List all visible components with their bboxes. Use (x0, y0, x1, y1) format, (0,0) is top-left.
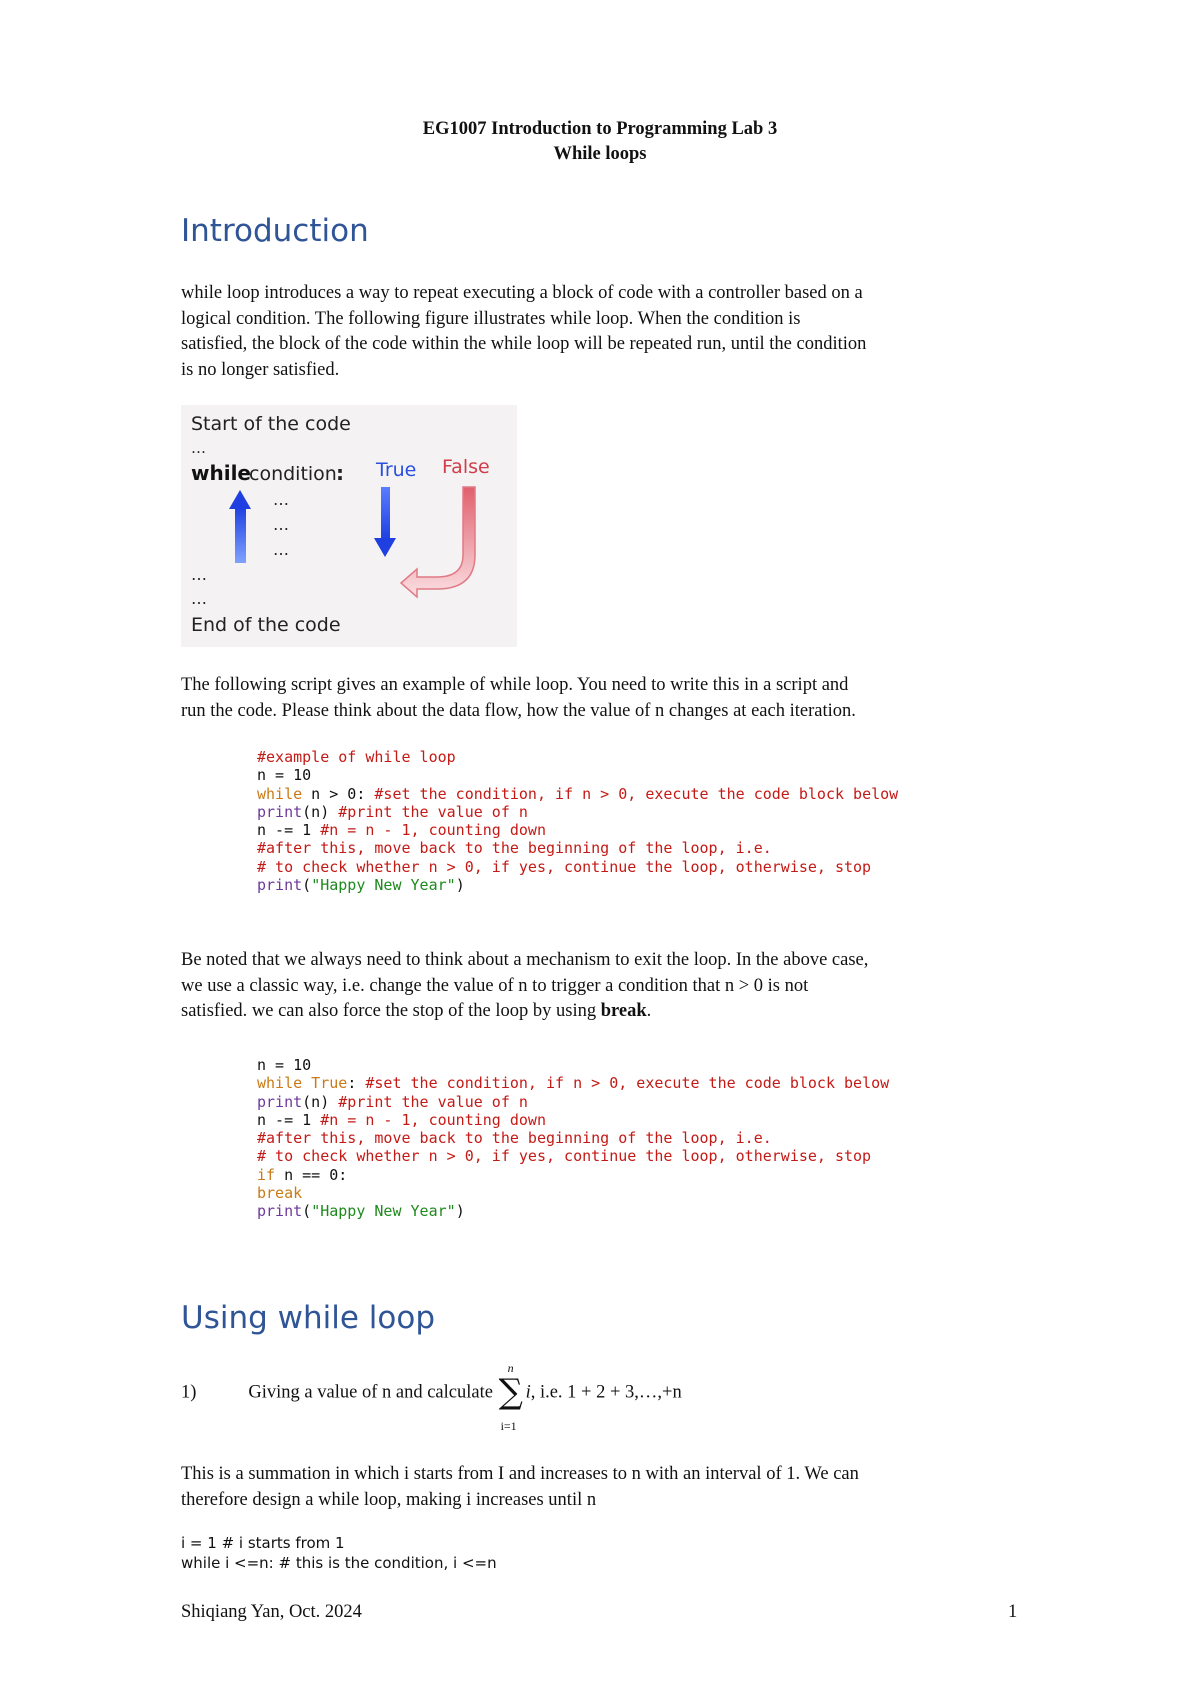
code-comment: #set the condition, if n > 0, execute the code block below (365, 1074, 890, 1093)
code-function: print (257, 876, 303, 895)
sum-upper-limit: n (507, 1361, 514, 1375)
summation-paragraph (181, 1462, 1026, 1513)
code-line (257, 1202, 889, 1220)
figure-colon: : (336, 461, 344, 485)
code-text: (n) (302, 802, 330, 821)
item-text: Giving a value of n and calculate (248, 1382, 498, 1403)
figure-end-label: End of the code (191, 614, 341, 636)
intro-line: while loop introduces a way to repeat executing a block of code with a controller based on a (181, 283, 863, 303)
code-line (257, 803, 898, 821)
code-text: ) (455, 1202, 465, 1221)
sigma-icon: ∑ (498, 1372, 523, 1412)
code-line (257, 1111, 889, 1129)
code-text: n -= 1 (257, 1110, 312, 1129)
code-comment: #print the value of n (338, 802, 528, 821)
code-text: ( (302, 1202, 312, 1221)
code-line (257, 785, 898, 803)
figure-after-dots: … (191, 565, 207, 584)
intro-line: is no longer satisfied. (181, 359, 340, 380)
document-title (0, 117, 1200, 167)
para-line: therefore design a while loop, making i increases until n (181, 1489, 597, 1510)
code-comment: #n = n - 1, counting down (320, 1110, 546, 1129)
code-line (257, 839, 898, 857)
break-keyword: break (600, 1001, 647, 1021)
figure-true-label: True (376, 459, 417, 481)
code-line: i = 1 # i starts from 1 (181, 1534, 345, 1552)
sigma-symbol (498, 1361, 526, 1433)
code-keyword: while True (257, 1074, 348, 1093)
figure-after-dots: … (191, 589, 207, 608)
code-text: n > 0: (302, 784, 366, 803)
intro-line: satisfied, the block of the code within the while loop will be repeated run, until the condition (181, 334, 867, 354)
code-line: while i <=n: # this is the condition, i <=n (181, 1554, 497, 1572)
code-keyword: break (257, 1184, 303, 1203)
code-comment: #after this, move back to the beginning of the loop, i.e. (257, 1129, 772, 1148)
code-function: print (257, 802, 303, 821)
code-text: n -= 1 (257, 821, 312, 840)
code-text: : (347, 1074, 357, 1093)
code-comment: #example of while loop (257, 748, 456, 766)
para-line: This is a summation in which i starts from I and increases to n with an interval of 1. We can (181, 1464, 859, 1484)
code-line (257, 1074, 889, 1092)
sum-variable: i (525, 1382, 531, 1403)
code-comment: # to check whether n > 0, if yes, continue the loop, otherwise, stop (257, 857, 872, 876)
figure-while-keyword: while (191, 461, 251, 485)
up-arrow-icon (229, 490, 251, 563)
code-comment: # to check whether n > 0, if yes, continue the loop, otherwise, stop (257, 1147, 872, 1166)
para-line: we use a classic way, i.e. change the value of n to trigger a condition that n > 0 is not (181, 975, 809, 996)
para-line (181, 999, 1026, 1025)
para-line: Be noted that we always need to think about a mechanism to exit the loop. In the above case, (181, 950, 869, 970)
para-line: run the code. Please think about the data flow, how the value of n changes at each iteration. (181, 700, 856, 721)
figure-body-line: … (273, 490, 289, 509)
code-string: "Happy New Year" (311, 1202, 456, 1221)
code-line (257, 858, 898, 876)
figure-body-line: … (273, 540, 289, 559)
code-line (257, 1129, 889, 1147)
title-line-2: While loops (553, 144, 647, 164)
code-text: (n) (302, 1092, 330, 1111)
while-loop-diagram (181, 405, 517, 647)
code-block-while-true (257, 1056, 889, 1221)
code-line: n = 10 (257, 1056, 312, 1074)
code-keyword: while (257, 784, 303, 803)
code-snippet-summation (181, 1533, 497, 1573)
code-line (257, 1166, 889, 1184)
script-intro-paragraph (181, 673, 1026, 724)
code-function: print (257, 1092, 303, 1111)
figure-body-line: … (273, 515, 289, 534)
code-function: print (257, 1202, 303, 1221)
summation-item (181, 1361, 682, 1433)
figure-condition-label: condition (249, 463, 337, 485)
code-line (257, 821, 898, 839)
code-string: "Happy New Year" (311, 876, 456, 895)
while-loop-figure (181, 405, 517, 647)
code-comment: #after this, move back to the beginning of the loop, i.e. (257, 839, 772, 858)
sum-lower-limit: i=1 (500, 1419, 517, 1433)
code-text: ) (455, 876, 465, 895)
title-line-1: EG1007 Introduction to Programming Lab 3 (422, 119, 778, 139)
heading-using-while-loop: Using while loop (181, 1300, 436, 1336)
code-comment: #n = n - 1, counting down (320, 821, 546, 840)
code-comment: #print the value of n (338, 1092, 528, 1111)
item-tail: , i.e. 1 + 2 + 3,…,+n (530, 1382, 682, 1403)
code-line (257, 1184, 889, 1202)
code-comment: #set the condition, if n > 0, execute the code block below (374, 784, 899, 803)
page-number: 1 (1008, 1602, 1018, 1622)
figure-false-label: False (442, 456, 490, 478)
code-line: n = 10 (257, 766, 312, 785)
heading-introduction: Introduction (181, 213, 369, 249)
para-text: . (646, 1001, 652, 1021)
footer-author: Shiqiang Yan, Oct. 2024 (181, 1602, 362, 1622)
down-arrow-icon (374, 487, 396, 557)
para-text: satisfied. we can also force the stop of the loop by using (181, 1001, 601, 1021)
intro-paragraph (181, 281, 1026, 383)
code-block-while-example (257, 748, 898, 894)
code-line (257, 1147, 889, 1165)
code-line (257, 1093, 889, 1111)
break-paragraph (181, 948, 1026, 1025)
figure-dots: … (191, 439, 206, 457)
item-number: 1) (181, 1382, 197, 1403)
code-keyword: if (257, 1165, 276, 1184)
figure-start-label: Start of the code (191, 413, 351, 435)
intro-line: logical condition. The following figure illustrates while loop. When the condition is (181, 308, 801, 329)
code-text: ( (302, 876, 312, 895)
code-text: n == 0: (275, 1165, 348, 1184)
code-line (257, 876, 898, 894)
return-arrow-icon (401, 487, 475, 597)
para-line: The following script gives an example of while loop. You need to write this in a script and (181, 675, 849, 695)
